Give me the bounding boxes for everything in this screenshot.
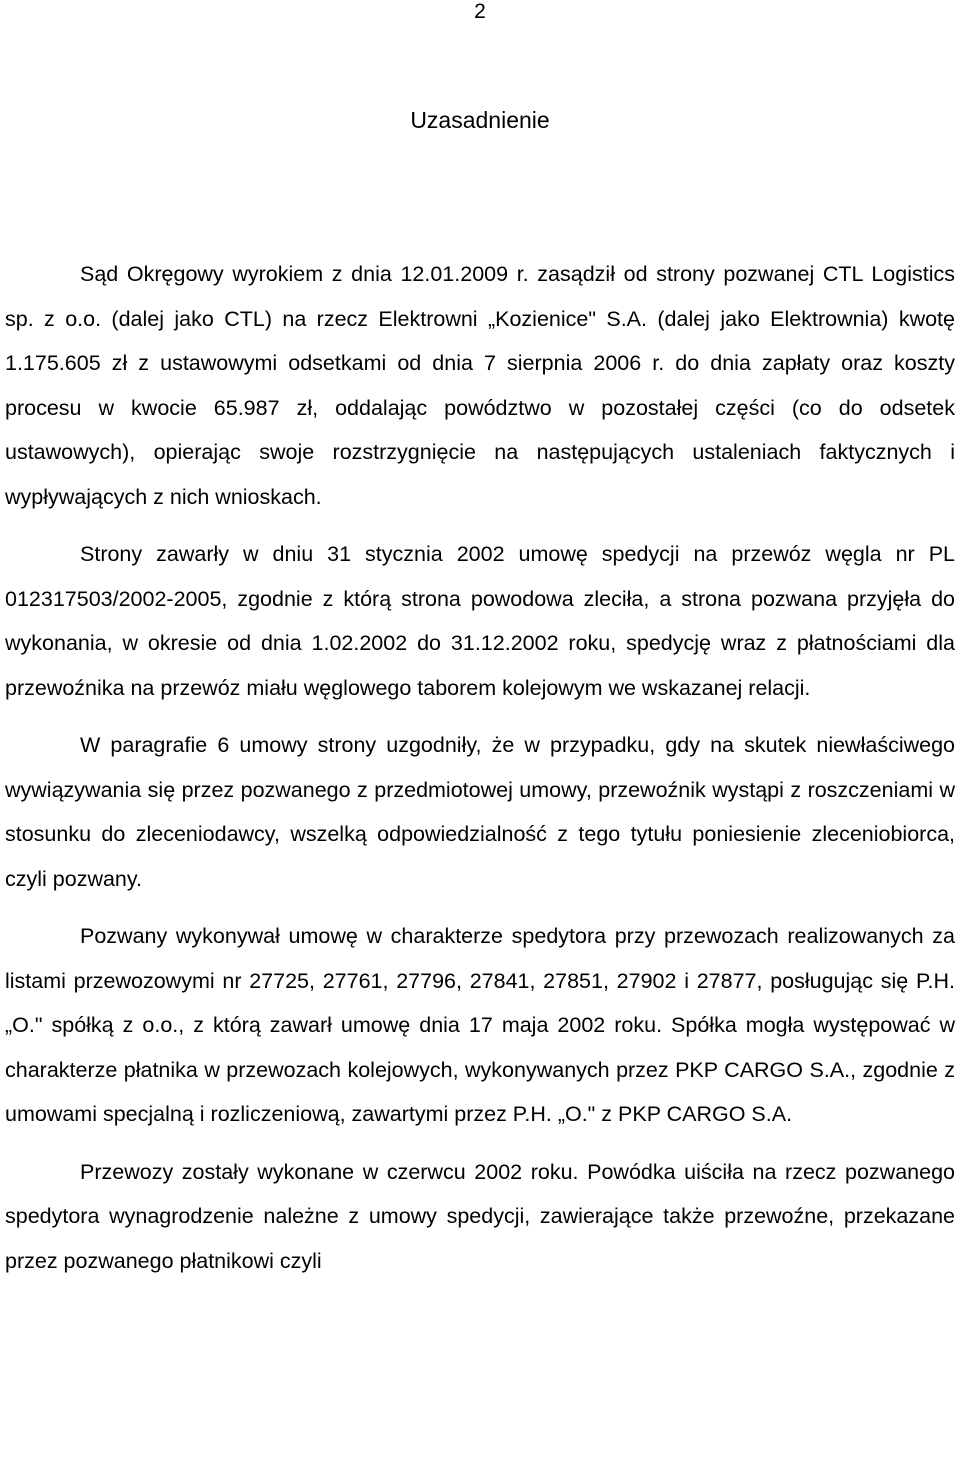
document-title: Uzasadnienie xyxy=(410,107,550,133)
paragraph-contract: Strony zawarły w dniu 31 stycznia 2002 umowę spedycji na przewóz węgla nr PL 012317503/2002-2005, zgodnie z którą strona powodowa zleciła, a strona pozwana przyjęła do wykonania, w okresie od dnia 1.02.2002 do 31.12.2002 roku, spedycję wraz z płatnościami dla przewoźnika na przewóz miału węglowego taborem kolejowym we wskazanej relacji. xyxy=(5,542,955,700)
paragraph-transport: Przewozy zostały wykonane w czerwcu 2002 roku. Powódka uiściła na rzecz pozwanego spedytora wynagrodzenie należne z umowy spedycji, zawierające także przewoźne, przekazane przez pozwanego płatnikowi czyli xyxy=(5,1159,955,1273)
paragraph-performance: Pozwany wykonywał umowę w charakterze spedytora przy przewozach realizowanych za listami przewozowymi nr 27725, 27761, 27796, 27841, 27851, 27902 i 27877, posługując się P.H. „O." spółką z o.o., z którą zawarł umowę dnia 17 maja 2002 roku. Spółka mogła występować w charakterze płatnika w przewozach kolejowych, wykonywanych przez PKP CARGO S.A., zgodnie z umowami specjalną i rozliczeniową, zawartymi przez P.H. „O." z PKP CARGO S.A. xyxy=(5,924,955,1126)
document-body xyxy=(5,252,955,1283)
paragraph-judgment: Sąd Okręgowy wyrokiem z dnia 12.01.2009 r. zasądził od strony pozwanej CTL Logistics sp. z o.o. (dalej jako CTL) na rzecz Elektrowni „Kozienice" S.A. (dalej jako Elektrownia) kwotę 1.175.605 zł z ustawowymi odsetkami od dnia 7 sierpnia 2006 r. do dnia zapłaty oraz koszty procesu w kwocie 65.987 zł, oddalając powództwo w pozostałej części (co do odsetek ustawowych), opierając swoje rozstrzygnięcie na następujących ustaleniach faktycznych i wypływających z nich wnioskach. xyxy=(5,262,955,509)
paragraph-section-6: W paragrafie 6 umowy strony uzgodniły, że w przypadku, gdy na skutek niewłaściwego wywiązywania się przez pozwanego z przedmiotowej umowy, przewoźnik wystąpi z roszczeniami w stosunku do zleceniodawcy, wszelką odpowiedzialność z tego tytułu poniesienie zleceniobiorca, czyli pozwany. xyxy=(5,733,955,891)
page-number: 2 xyxy=(474,0,486,23)
